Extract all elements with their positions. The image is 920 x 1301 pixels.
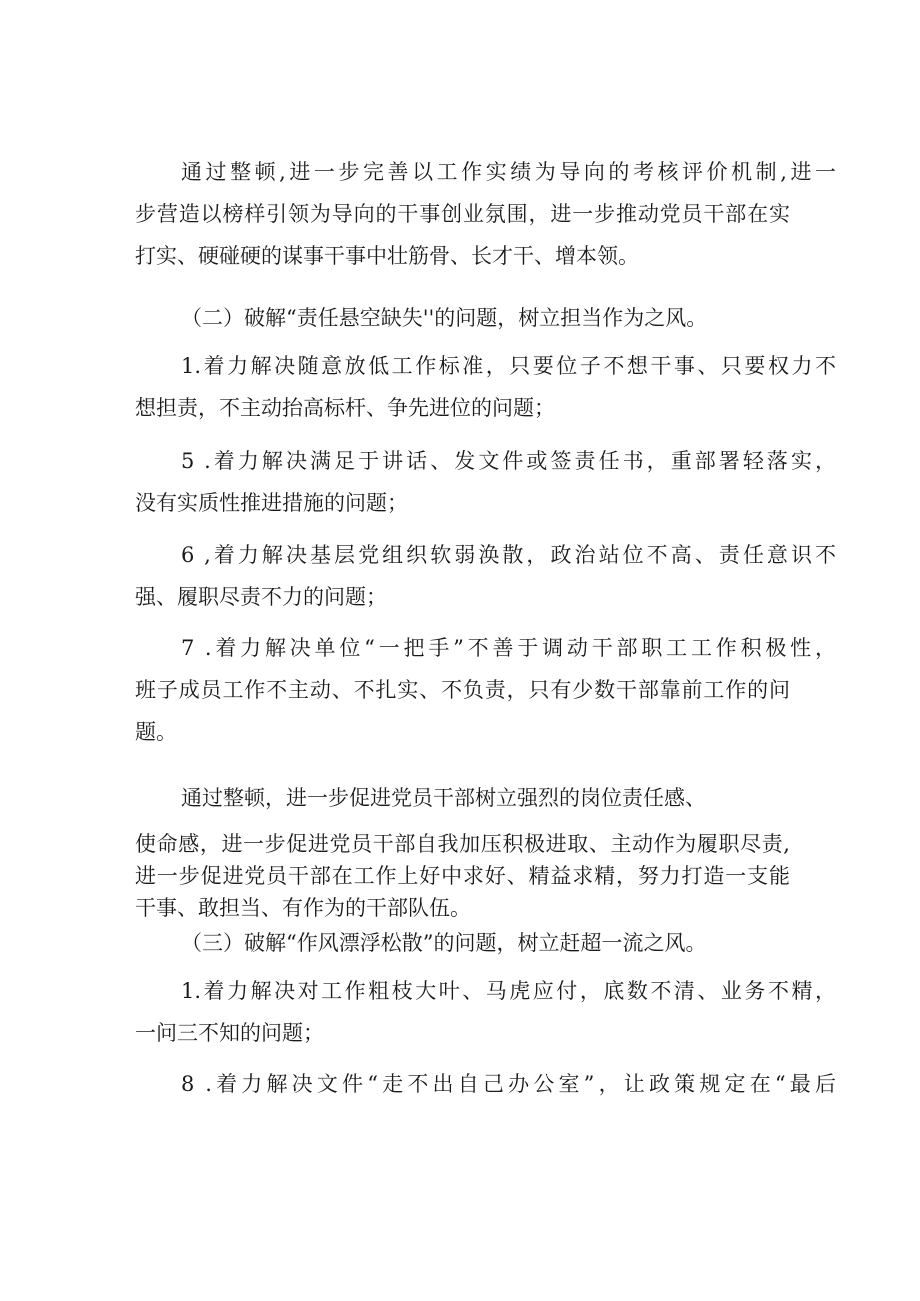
text-line: 1.着力解决随意放低工作标准，只要位子不想干事、只要权力不 (181, 354, 836, 378)
text-line: 强、履职尽责不力的问题； (135, 585, 387, 609)
list-item-1 (135, 354, 836, 420)
text-line: 5 .着力解决满足于讲话、发文件或签责任书，重部署轻落实， (181, 449, 836, 473)
text-line: 打实、硬碰硬的谋事干事中壮筋骨、长才干、增本领。 (135, 244, 639, 268)
text-line: 想担责，不主动抬高标杆、争先进位的问题； (135, 396, 555, 420)
text-line: 步营造以榜样引领为导向的干事创业氛围，进一步推动党员干部在实 (135, 202, 790, 226)
text-line: 没有实质性推进措施的问题； (135, 491, 408, 515)
text-line: 通过整顿,进一步完善以工作实绩为导向的考核评价机制,进一 (181, 160, 836, 184)
text-line: 班子成员工作不主动、不扎实、不负责，只有少数干部靠前工作的问 (135, 678, 790, 702)
text-line: 题。 (135, 720, 177, 744)
list-item-7 (135, 636, 836, 744)
paragraph-rectification-assessment (135, 160, 836, 268)
text-line: 6 ,着力解决基层党组织软弱涣散，政治站位不高、责任意识不 (181, 543, 836, 567)
text-line: （三）破解“作风漂浮松散”的问题，树立赶超一流之风。 (181, 931, 707, 955)
text-line: 进一步促进党员干部在工作上好中求好、精益求精，努力打造一支能 (135, 864, 790, 888)
paragraph-rectification-responsibility (135, 788, 790, 809)
list-item-8 (135, 1072, 836, 1096)
text-line: 7 .着力解决单位“一把手”不善于调动干部职工工作积极性， (181, 636, 836, 660)
text-line: 1.着力解决对工作粗枝大叶、马虎应付，底数不清、业务不精， (181, 979, 836, 1003)
list-item-1b (135, 979, 836, 1045)
text-line: （二）破解“责任悬空缺失''的问题，树立担当作为之风。 (181, 306, 708, 330)
text-line: 干事、敢担当、有作为的干部队伍。 (135, 896, 471, 920)
text-line: 通过整顿，进一步促进党员干部树立强烈的岗位责任感、 (181, 786, 706, 810)
section-heading-3 (135, 933, 790, 954)
list-item-5 (135, 449, 836, 515)
list-item-6 (135, 543, 836, 609)
text-line: 使命感，进一步促进党员干部自我加压积极进取、主动作为履职尽责, (135, 832, 790, 856)
text-line: 8 .着力解决文件“走不出自己办公室”，让政策规定在“最后 (181, 1072, 836, 1096)
text-line: 一问三不知的问题； (135, 1021, 324, 1045)
section-heading-2 (135, 308, 790, 329)
paragraph-rectification-continued (135, 834, 790, 919)
